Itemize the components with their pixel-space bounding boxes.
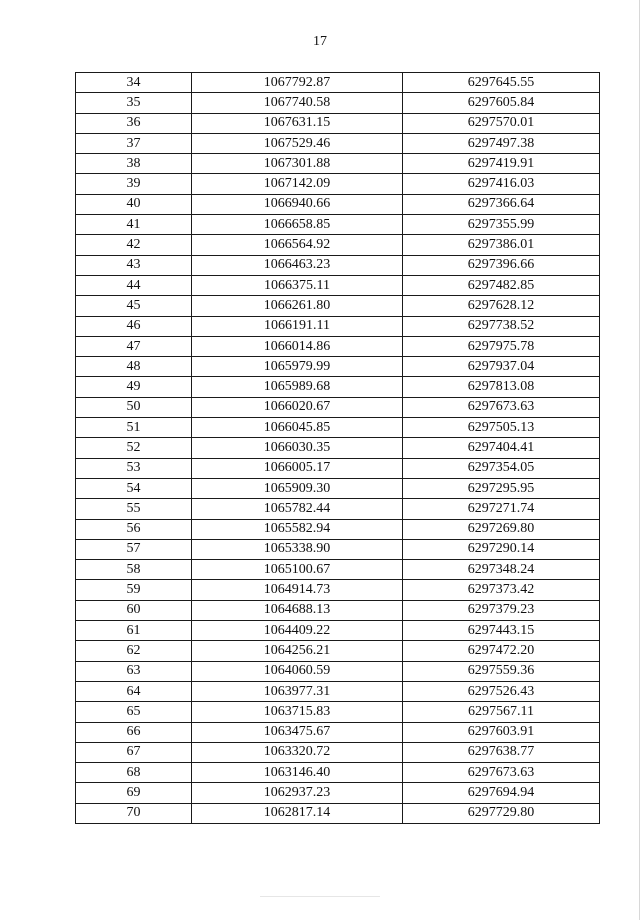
point-number-cell: 40 [76, 194, 192, 214]
y-coordinate-cell: 6297570.01 [403, 113, 600, 133]
table-row [76, 580, 600, 600]
table-row [76, 722, 600, 742]
y-coordinate-cell: 6297738.52 [403, 316, 600, 336]
x-coordinate-cell: 1066014.86 [192, 336, 403, 356]
x-coordinate-cell: 1066564.92 [192, 235, 403, 255]
x-coordinate-cell: 1066030.35 [192, 438, 403, 458]
point-number-cell: 41 [76, 215, 192, 235]
point-number-cell: 45 [76, 296, 192, 316]
point-number-cell: 35 [76, 93, 192, 113]
x-coordinate-cell: 1065338.90 [192, 539, 403, 559]
point-number-cell: 59 [76, 580, 192, 600]
table-row [76, 742, 600, 762]
table-row [76, 275, 600, 295]
x-coordinate-cell: 1066191.11 [192, 316, 403, 336]
table-row [76, 215, 600, 235]
table-row [76, 560, 600, 580]
y-coordinate-cell: 6297379.23 [403, 600, 600, 620]
table-row [76, 296, 600, 316]
x-coordinate-cell: 1066463.23 [192, 255, 403, 275]
y-coordinate-cell: 6297605.84 [403, 93, 600, 113]
x-coordinate-cell: 1066045.85 [192, 418, 403, 438]
y-coordinate-cell: 6297443.15 [403, 621, 600, 641]
y-coordinate-cell: 6297472.20 [403, 641, 600, 661]
point-number-cell: 67 [76, 742, 192, 762]
point-number-cell: 57 [76, 539, 192, 559]
table-row [76, 255, 600, 275]
point-number-cell: 68 [76, 763, 192, 783]
y-coordinate-cell: 6297937.04 [403, 357, 600, 377]
point-number-cell: 48 [76, 357, 192, 377]
table-row [76, 194, 600, 214]
point-number-cell: 53 [76, 458, 192, 478]
x-coordinate-cell: 1067301.88 [192, 154, 403, 174]
table-row [76, 174, 600, 194]
point-number-cell: 37 [76, 133, 192, 153]
table-row [76, 316, 600, 336]
point-number-cell: 58 [76, 560, 192, 580]
table-row [76, 458, 600, 478]
x-coordinate-cell: 1066261.80 [192, 296, 403, 316]
y-coordinate-cell: 6297673.63 [403, 397, 600, 417]
x-coordinate-cell: 1066005.17 [192, 458, 403, 478]
point-number-cell: 34 [76, 73, 192, 93]
y-coordinate-cell: 6297348.24 [403, 560, 600, 580]
table-row [76, 154, 600, 174]
table-row [76, 397, 600, 417]
table-row [76, 783, 600, 803]
x-coordinate-cell: 1065979.99 [192, 357, 403, 377]
table-row [76, 519, 600, 539]
y-coordinate-cell: 6297975.78 [403, 336, 600, 356]
x-coordinate-cell: 1065582.94 [192, 519, 403, 539]
table-row [76, 357, 600, 377]
point-number-cell: 38 [76, 154, 192, 174]
table-row [76, 641, 600, 661]
footer-rule [260, 896, 380, 897]
y-coordinate-cell: 6297419.91 [403, 154, 600, 174]
y-coordinate-cell: 6297694.94 [403, 783, 600, 803]
point-number-cell: 63 [76, 661, 192, 681]
table-row [76, 600, 600, 620]
table-row [76, 478, 600, 498]
x-coordinate-cell: 1065782.44 [192, 499, 403, 519]
x-coordinate-cell: 1062937.23 [192, 783, 403, 803]
x-coordinate-cell: 1066375.11 [192, 275, 403, 295]
table-row [76, 621, 600, 641]
point-number-cell: 61 [76, 621, 192, 641]
coordinates-table-body [76, 73, 600, 824]
y-coordinate-cell: 6297638.77 [403, 742, 600, 762]
point-number-cell: 39 [76, 174, 192, 194]
y-coordinate-cell: 6297404.41 [403, 438, 600, 458]
table-row [76, 377, 600, 397]
y-coordinate-cell: 6297813.08 [403, 377, 600, 397]
table-row [76, 499, 600, 519]
x-coordinate-cell: 1063475.67 [192, 722, 403, 742]
y-coordinate-cell: 6297396.66 [403, 255, 600, 275]
table-row [76, 763, 600, 783]
y-coordinate-cell: 6297526.43 [403, 681, 600, 701]
y-coordinate-cell: 6297295.95 [403, 478, 600, 498]
x-coordinate-cell: 1066658.85 [192, 215, 403, 235]
point-number-cell: 43 [76, 255, 192, 275]
page-number: 17 [313, 34, 327, 49]
y-coordinate-cell: 6297505.13 [403, 418, 600, 438]
point-number-cell: 50 [76, 397, 192, 417]
y-coordinate-cell: 6297673.63 [403, 763, 600, 783]
point-number-cell: 66 [76, 722, 192, 742]
x-coordinate-cell: 1063977.31 [192, 681, 403, 701]
point-number-cell: 64 [76, 681, 192, 701]
y-coordinate-cell: 6297355.99 [403, 215, 600, 235]
x-coordinate-cell: 1066940.66 [192, 194, 403, 214]
y-coordinate-cell: 6297373.42 [403, 580, 600, 600]
y-coordinate-cell: 6297366.64 [403, 194, 600, 214]
point-number-cell: 55 [76, 499, 192, 519]
table-row [76, 438, 600, 458]
y-coordinate-cell: 6297290.14 [403, 539, 600, 559]
y-coordinate-cell: 6297354.05 [403, 458, 600, 478]
y-coordinate-cell: 6297416.03 [403, 174, 600, 194]
point-number-cell: 49 [76, 377, 192, 397]
x-coordinate-cell: 1064914.73 [192, 580, 403, 600]
table-row [76, 113, 600, 133]
x-coordinate-cell: 1064409.22 [192, 621, 403, 641]
x-coordinate-cell: 1067740.58 [192, 93, 403, 113]
point-number-cell: 52 [76, 438, 192, 458]
x-coordinate-cell: 1067631.15 [192, 113, 403, 133]
y-coordinate-cell: 6297603.91 [403, 722, 600, 742]
y-coordinate-cell: 6297559.36 [403, 661, 600, 681]
x-coordinate-cell: 1064060.59 [192, 661, 403, 681]
y-coordinate-cell: 6297645.55 [403, 73, 600, 93]
table-row [76, 661, 600, 681]
x-coordinate-cell: 1063320.72 [192, 742, 403, 762]
x-coordinate-cell: 1066020.67 [192, 397, 403, 417]
point-number-cell: 44 [76, 275, 192, 295]
y-coordinate-cell: 6297567.11 [403, 702, 600, 722]
x-coordinate-cell: 1067142.09 [192, 174, 403, 194]
y-coordinate-cell: 6297386.01 [403, 235, 600, 255]
y-coordinate-cell: 6297482.85 [403, 275, 600, 295]
point-number-cell: 47 [76, 336, 192, 356]
table-row [76, 73, 600, 93]
table-row [76, 133, 600, 153]
y-coordinate-cell: 6297628.12 [403, 296, 600, 316]
x-coordinate-cell: 1065909.30 [192, 478, 403, 498]
point-number-cell: 54 [76, 478, 192, 498]
table-row [76, 418, 600, 438]
table-row [76, 539, 600, 559]
coordinates-table [75, 72, 600, 824]
x-coordinate-cell: 1065100.67 [192, 560, 403, 580]
point-number-cell: 46 [76, 316, 192, 336]
table-row [76, 336, 600, 356]
x-coordinate-cell: 1064256.21 [192, 641, 403, 661]
y-coordinate-cell: 6297271.74 [403, 499, 600, 519]
point-number-cell: 42 [76, 235, 192, 255]
x-coordinate-cell: 1067529.46 [192, 133, 403, 153]
x-coordinate-cell: 1065989.68 [192, 377, 403, 397]
table-row [76, 93, 600, 113]
x-coordinate-cell: 1063715.83 [192, 702, 403, 722]
y-coordinate-cell: 6297497.38 [403, 133, 600, 153]
point-number-cell: 60 [76, 600, 192, 620]
table-row [76, 235, 600, 255]
x-coordinate-cell: 1062817.14 [192, 803, 403, 823]
point-number-cell: 56 [76, 519, 192, 539]
point-number-cell: 36 [76, 113, 192, 133]
table-row [76, 702, 600, 722]
point-number-cell: 65 [76, 702, 192, 722]
x-coordinate-cell: 1067792.87 [192, 73, 403, 93]
y-coordinate-cell: 6297269.80 [403, 519, 600, 539]
point-number-cell: 62 [76, 641, 192, 661]
point-number-cell: 51 [76, 418, 192, 438]
y-coordinate-cell: 6297729.80 [403, 803, 600, 823]
table-row [76, 681, 600, 701]
point-number-cell: 70 [76, 803, 192, 823]
x-coordinate-cell: 1064688.13 [192, 600, 403, 620]
table-row [76, 803, 600, 823]
point-number-cell: 69 [76, 783, 192, 803]
x-coordinate-cell: 1063146.40 [192, 763, 403, 783]
